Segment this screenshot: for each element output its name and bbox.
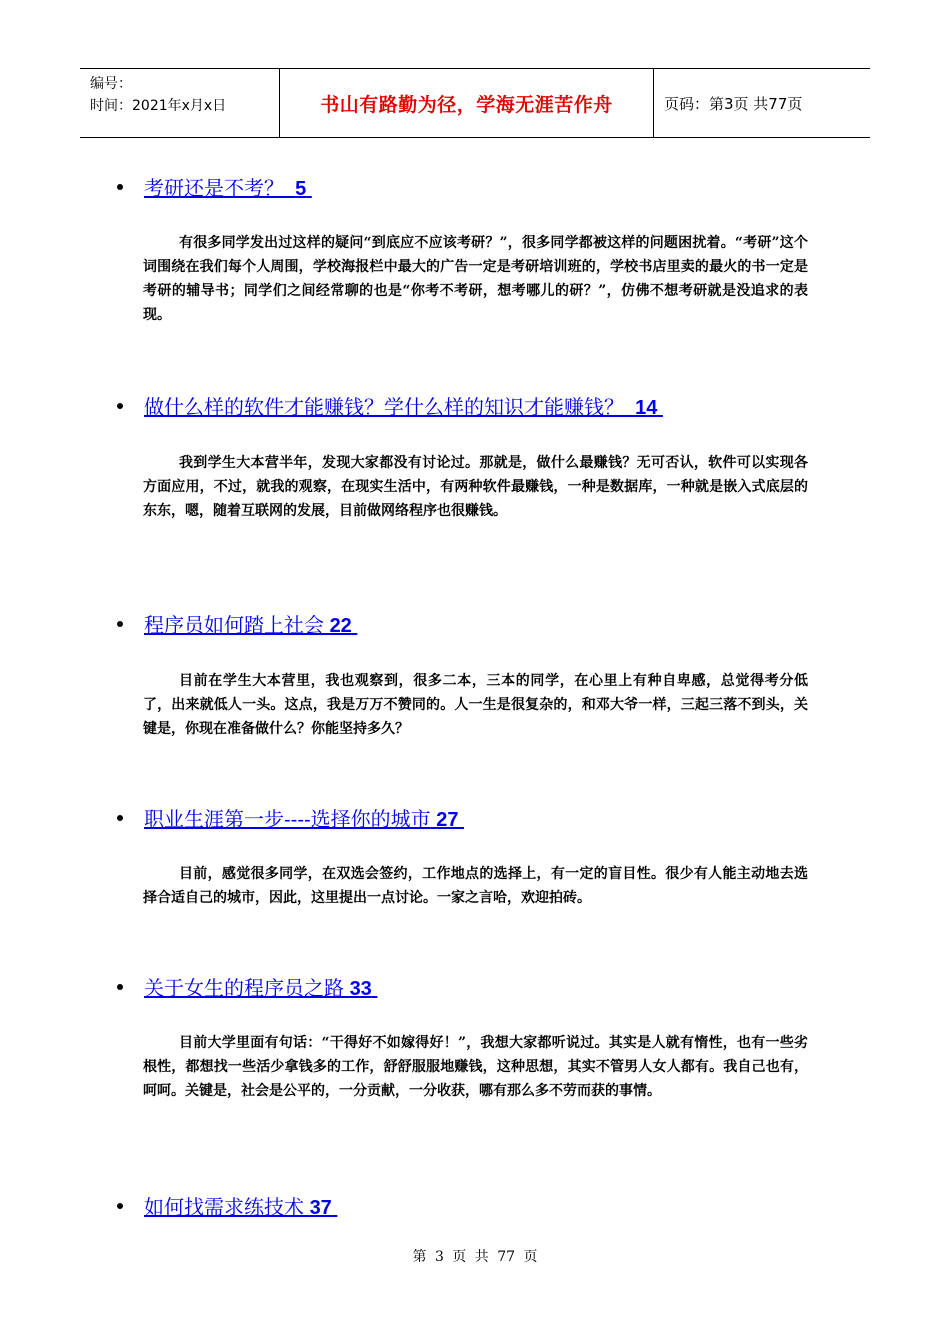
bullet-icon: [117, 184, 123, 190]
toc-title: 职业生涯第一步----选择你的城市: [144, 809, 431, 831]
toc-summary: 有很多同学发出过这样的疑问“到底应不应该考研？”，很多同学都被这样的问题困扰着。“考研”这个词围绕在我们每个人周围，学校海报栏中最大的广告一定是考研培训班的，学校书店里卖的最火的书一定是考研的辅导书；同学们之间经常聊的也是“你考不考研，想考哪儿的研？”，仿佛不想考研就是没追求的表现。: [143, 235, 808, 323]
toc-summary: 目前，感觉很多同学，在双选会签约，工作地点的选择上，有一定的盲目性。很少有人能主动地去选择合适自己的城市，因此，这里提出一点讨论。一家之言哈，欢迎拍砖。: [143, 866, 808, 906]
toc-title: 如何找需求练技术: [144, 1197, 304, 1219]
toc-title: 做什么样的软件才能赚钱？学什么样的知识才能赚钱？: [144, 397, 624, 419]
toc-link[interactable]: [144, 972, 377, 1001]
toc-summary: 目前大学里面有句话：“干得好不如嫁得好！”，我想大家都听说过。其实是人就有惰性，也有一些劣根性，都想找一些活少拿钱多的工作，舒舒服服地赚钱，这种思想，其实不管男人女人都有。我自己也有，呵呵。关键是，社会是公平的，一分贡献，一分收获，哪有那么多不劳而获的事情。: [143, 1035, 808, 1099]
toc-page: 37: [309, 1197, 332, 1219]
toc-item: [117, 803, 464, 832]
toc-item: [117, 172, 312, 201]
toc-link[interactable]: [144, 172, 312, 201]
bullet-icon: [117, 1203, 123, 1209]
header-motto: 书山有路勤为径，学海无涯苦作舟: [280, 69, 654, 137]
toc-item: [117, 391, 663, 420]
toc-title: 考研还是不考？: [144, 178, 284, 200]
toc-item: [117, 1191, 337, 1220]
toc-link[interactable]: [144, 609, 357, 638]
toc-link[interactable]: [144, 1191, 337, 1220]
toc-page: 22: [329, 615, 352, 637]
bullet-icon: [117, 621, 123, 627]
toc-page: 33: [349, 978, 372, 1000]
toc-item: [117, 972, 377, 1001]
toc-page: 5: [295, 178, 307, 200]
toc-title: 程序员如何踏上社会: [144, 615, 324, 637]
toc-page: 14: [635, 397, 658, 419]
number-label: 编号：: [90, 76, 132, 92]
toc-link[interactable]: [144, 803, 464, 832]
bullet-icon: [117, 403, 123, 409]
toc-summary: 目前在学生大本营里，我也观察到，很多二本，三本的同学，在心里上有种自卑感，总觉得考分低了，出来就低人一头。这点，我是万万不赞同的。人一生是很复杂的，和邓大爷一样，三起三落不到头，关键是，你现在准备做什么？你能坚持多久？: [143, 673, 808, 737]
bullet-icon: [117, 815, 123, 821]
time-label: 时间：2021年x月x日: [90, 98, 227, 114]
header-meta: [80, 69, 280, 137]
toc-title: 关于女生的程序员之路: [144, 978, 344, 1000]
toc-page: 27: [436, 809, 459, 831]
bullet-icon: [117, 984, 123, 990]
page-header: [80, 68, 870, 138]
header-page-info: 页码：第3页 共77页: [664, 94, 803, 113]
toc-item: [117, 609, 357, 638]
toc-summary: 我到学生大本营半年，发现大家都没有讨论过。那就是，做什么最赚钱？无可否认，软件可以实现各方面应用，不过，就我的观察，在现实生活中，有两种软件最赚钱，一种是数据库，一种就是嵌入式底层的东东，嗯，随着互联网的发展，目前做网络程序也很赚钱。: [143, 455, 808, 519]
page-footer: 第 3 页 共 77 页: [412, 1249, 538, 1265]
toc-link[interactable]: [144, 391, 663, 420]
